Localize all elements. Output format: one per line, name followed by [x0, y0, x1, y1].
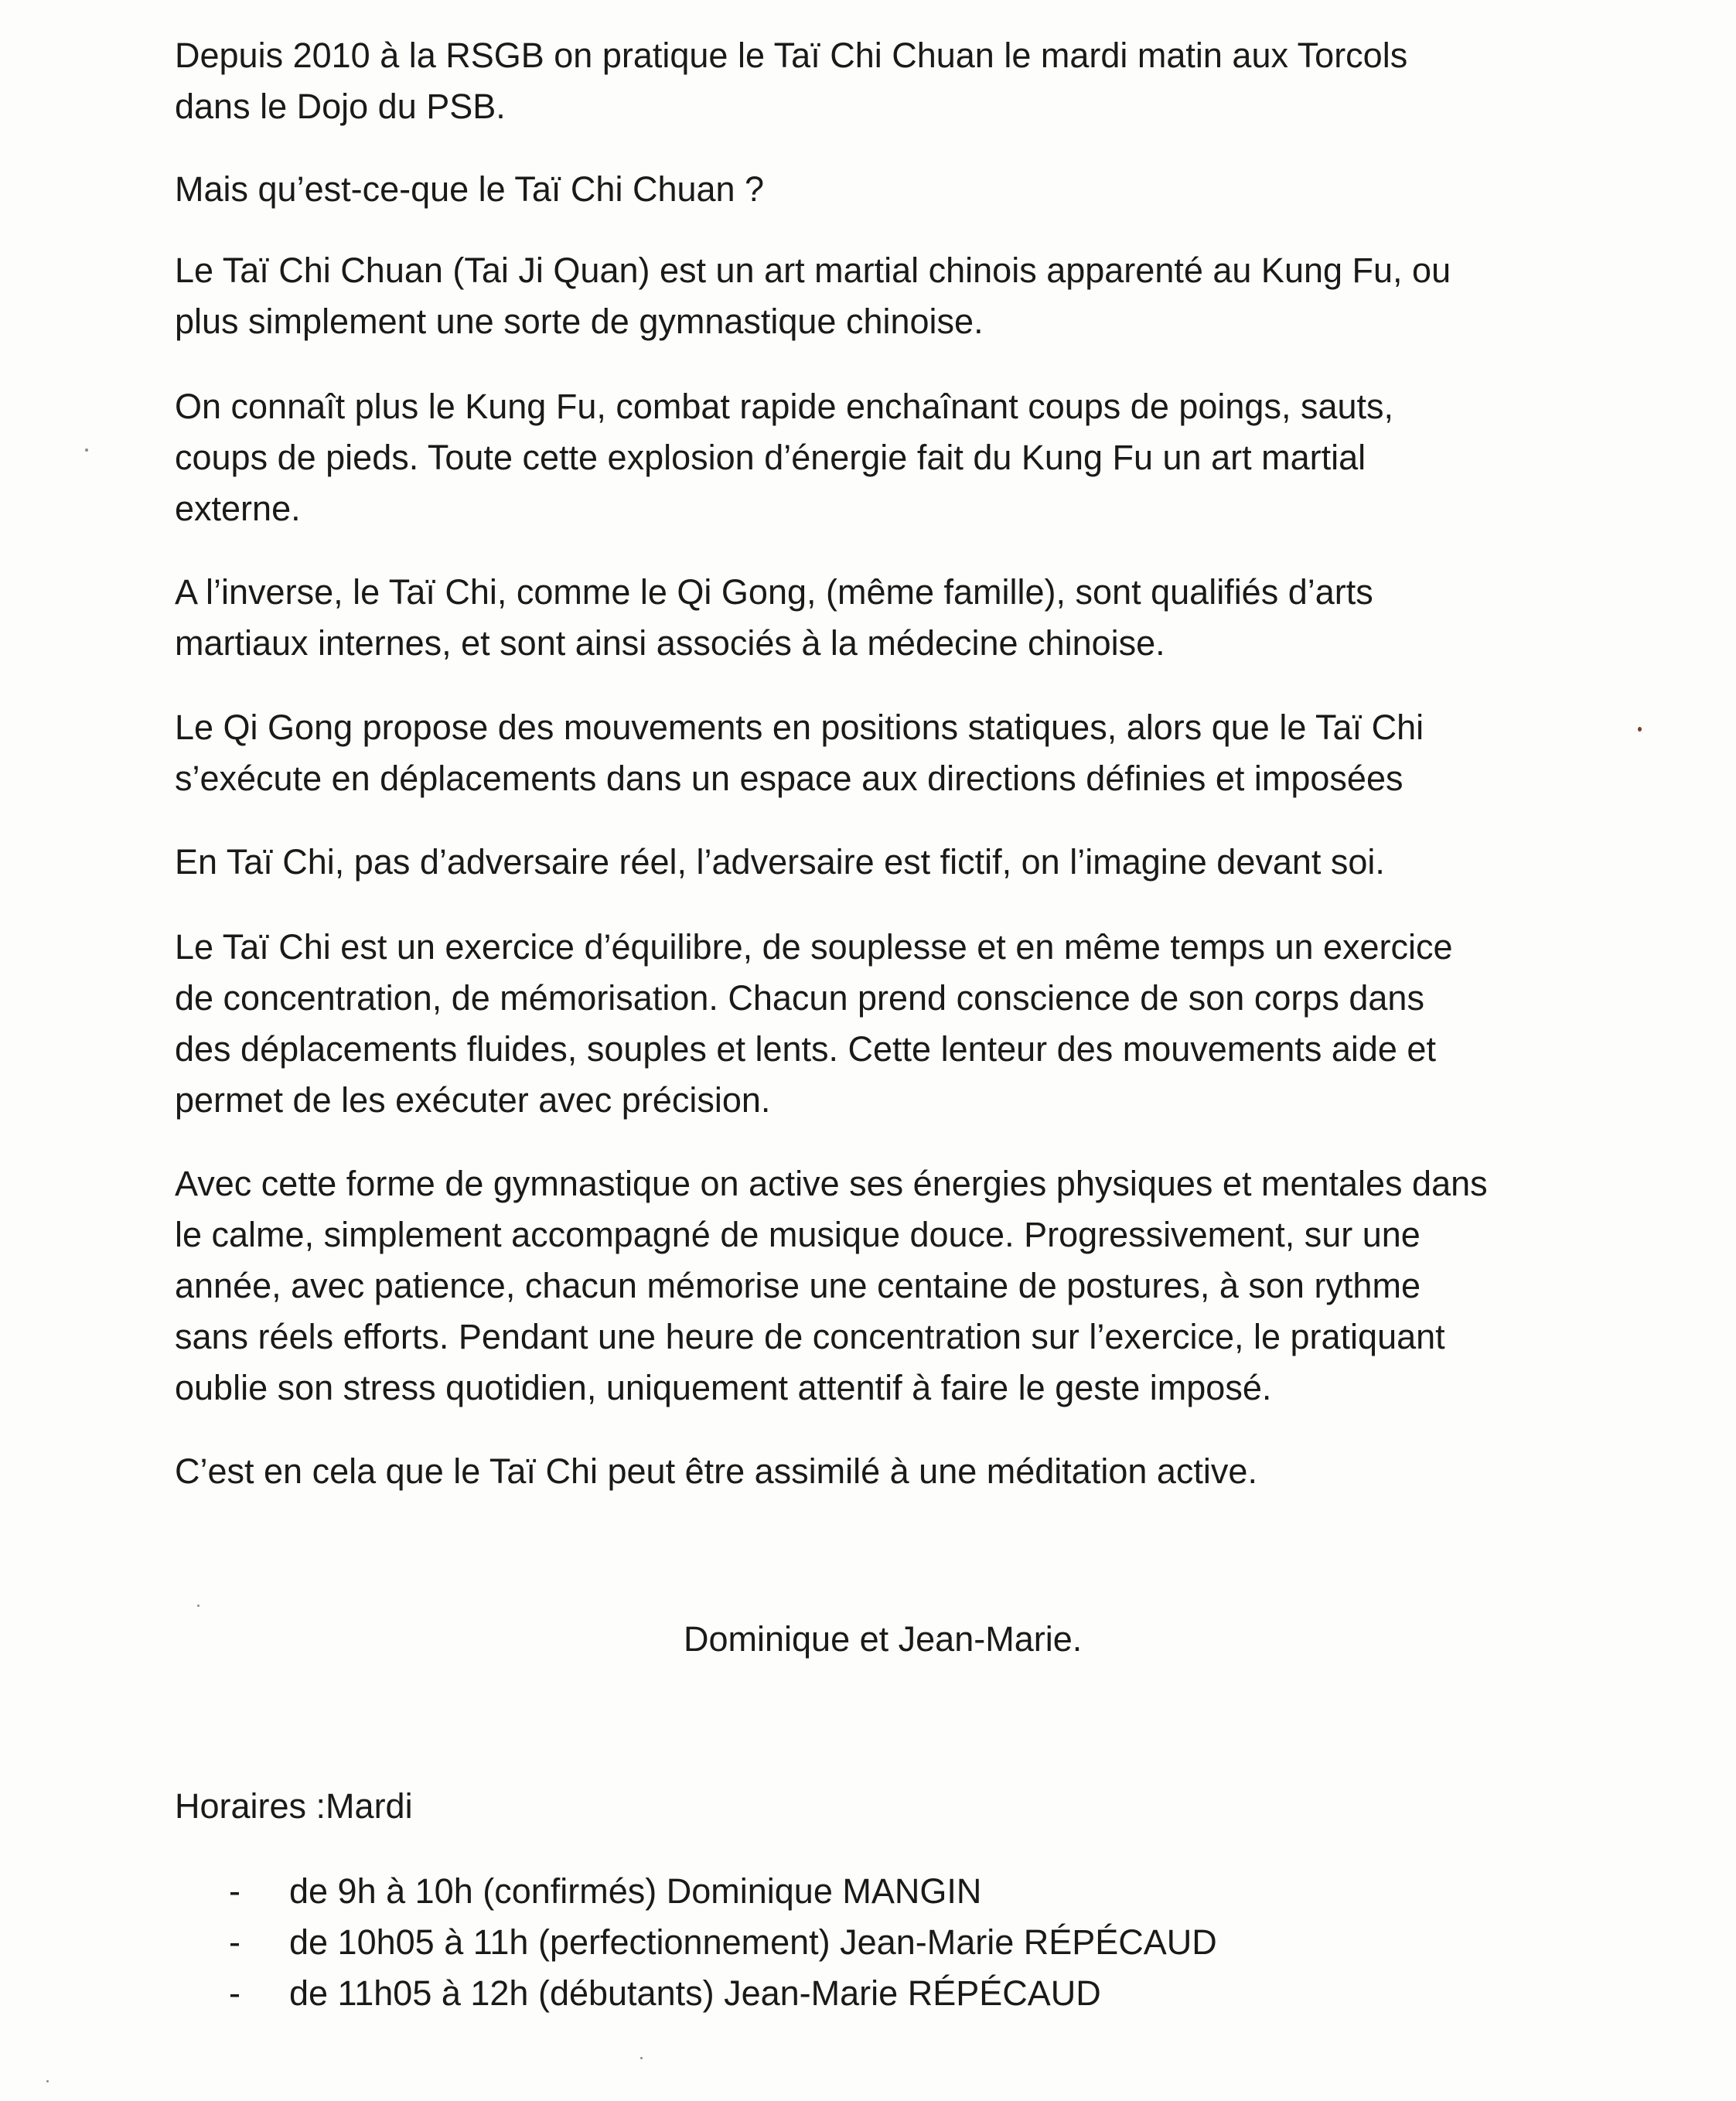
scan-speck [1638, 727, 1642, 732]
paragraph-adversary: En Taï Chi, pas d’adversaire réel, l’adversaire est fictif, on l’imagine devant soi. [175, 842, 1385, 882]
schedule-item [229, 1866, 1217, 1917]
paragraph-kung-fu: On connaît plus le Kung Fu, combat rapide enchaînant coups de poings, sauts, coups de pieds. Toute cette explosion d’énergie fait du Kung Fu un art martial externe. [175, 387, 1394, 528]
paragraph-meditation: C’est en cela que le Taï Chi peut être assimilé à une méditation active. [175, 1451, 1257, 1491]
schedule-item-text: de 9h à 10h (confirmés) Dominique MANGIN [289, 1871, 982, 1911]
paragraph-question: Mais qu’est-ce-que le Taï Chi Chuan ? [175, 169, 765, 209]
paragraph-qi-gong: Le Qi Gong propose des mouvements en positions statiques, alors que le Taï Chi s’exécute en déplacements dans un espace aux directions définies et imposées [175, 708, 1424, 798]
scan-speck [46, 2080, 49, 2082]
schedule-item-text: de 10h05 à 11h (perfectionnement) Jean-Marie RÉPÉCAUD [289, 1922, 1217, 1962]
signature: Dominique et Jean-Marie. [684, 1619, 1083, 1659]
paragraph-intro: Depuis 2010 à la RSGB on pratique le Taï Chi Chuan le mardi matin aux Torcols dans le Dojo du PSB. [175, 36, 1408, 126]
schedule-item [229, 1968, 1217, 2019]
paragraph-exercise: Le Taï Chi est un exercice d’équilibre, de souplesse et en même temps un exercice de concentration, de mémorisation. Chacun prend conscience de son corps dans des déplacements fluides, souples et lents. Cette lenteur des mouvements aide et permet de les exécuter avec précision. [175, 927, 1453, 1120]
schedule-item-text: de 11h05 à 12h (débutants) Jean-Marie RÉPÉCAUD [289, 1973, 1101, 2013]
bullet-dash: - [229, 1871, 240, 1911]
paragraph-definition: Le Taï Chi Chuan (Tai Ji Quan) est un art martial chinois apparenté au Kung Fu, ou plus simplement une sorte de gymnastique chinoise. [175, 251, 1451, 341]
scan-speck [640, 2057, 643, 2059]
schedule-title: Horaires :Mardi [175, 1786, 413, 1826]
scan-speck [85, 449, 88, 452]
schedule-list [229, 1866, 1217, 2019]
paragraph-gymnastics: Avec cette forme de gymnastique on active ses énergies physiques et mentales dans le calme, simplement accompagné de musique douce. Progressivement, sur une année, avec patience, chacun mémorise une centaine de postures, à son rythme sans réels efforts. Pendant une heure de concentration sur l’exercice, le pratiquant oublie son stress quotidien, uniquement attentif à faire le geste imposé. [175, 1164, 1488, 1407]
paragraph-internal-arts: A l’inverse, le Taï Chi, comme le Qi Gong, (même famille), sont qualifiés d’arts martiaux internes, et sont ainsi associés à la médecine chinoise. [175, 572, 1373, 663]
schedule-item [229, 1917, 1217, 1968]
scan-speck [197, 1605, 200, 1607]
bullet-dash: - [229, 1922, 240, 1962]
bullet-dash: - [229, 1973, 240, 2013]
